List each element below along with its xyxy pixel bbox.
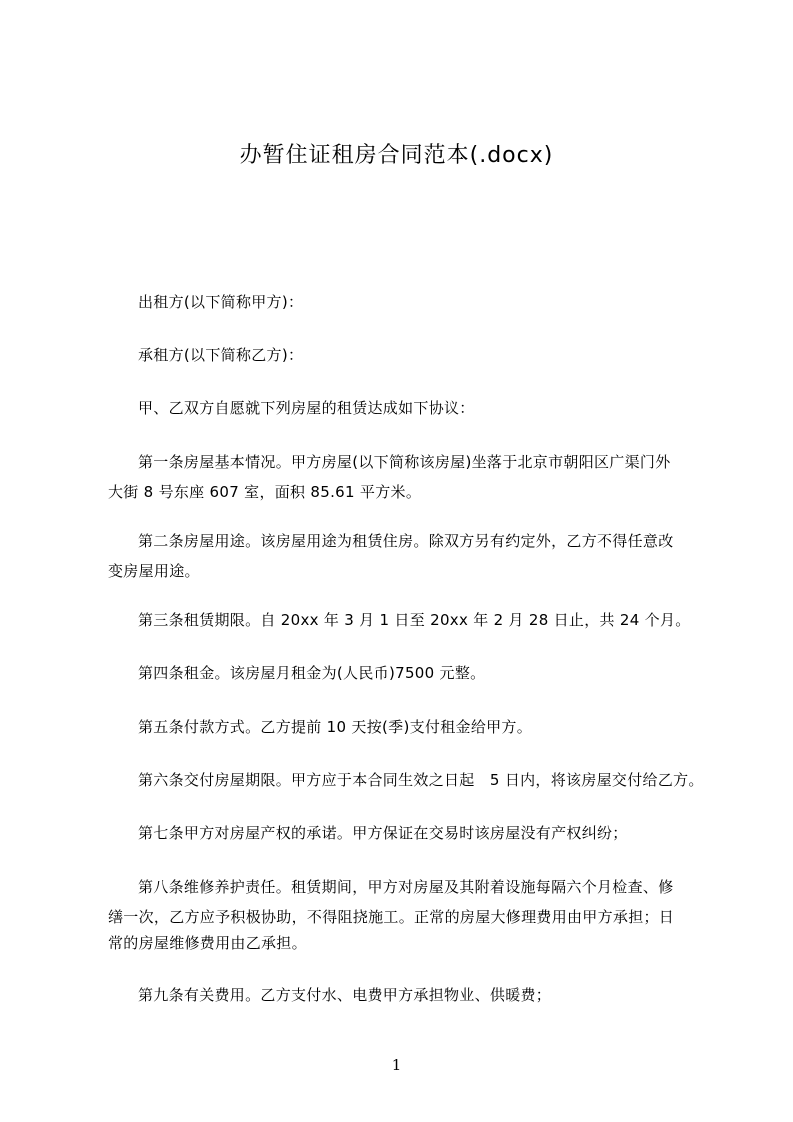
clause-1-line-1: 第一条房屋基本情况。甲方房屋(以下简称该房屋)坐落于北京市朝阳区广渠门外 xyxy=(138,453,671,471)
lessor-line: 出租方(以下简称甲方)： xyxy=(138,293,304,311)
clause-8-line-2: 缮一次，乙方应予积极协助，不得阻挠施工。正常的房屋大修理费用由甲方承担；日 xyxy=(108,908,675,926)
clause-2-line-1: 第二条房屋用途。该房屋用途为租赁住房。除双方另有约定外，乙方不得任意改 xyxy=(138,532,674,550)
clause-1-line-2: 大街 8 号东座 607 室，面积 85.61 平方米。 xyxy=(108,483,422,501)
clause-7: 第七条甲方对房屋产权的承诺。甲方保证在交易时该房屋没有产权纠纷； xyxy=(138,824,628,842)
clause-6: 第六条交付房屋期限。甲方应于本合同生效之日起 5 日内，将该房屋交付给乙方。 xyxy=(138,771,704,789)
clause-3: 第三条租赁期限。自 20xx 年 3 月 1 日至 20xx 年 2 月 28 日止，共 24 个月。 xyxy=(138,611,691,629)
document-title: 办暂住证租房合同范本(.docx) xyxy=(239,143,554,168)
clause-4: 第四条租金。该房屋月租金为(人民币)7500 元整。 xyxy=(138,664,486,682)
preamble-line: 甲、乙双方自愿就下列房屋的租赁达成如下协议： xyxy=(138,399,475,417)
clause-5: 第五条付款方式。乙方提前 10 天按(季)支付租金给甲方。 xyxy=(138,718,533,736)
clause-9: 第九条有关费用。乙方支付水、电费甲方承担物业、供暖费； xyxy=(138,986,552,1004)
page-number: 1 xyxy=(391,1056,402,1074)
clause-8-line-1: 第八条维修养护责任。租赁期间，甲方对房屋及其附着设施每隔六个月检查、修 xyxy=(138,878,674,896)
lessee-line: 承租方(以下简称乙方)： xyxy=(138,346,304,364)
clause-2-line-2: 变房屋用途。 xyxy=(108,562,200,580)
clause-8-line-3: 常的房屋维修费用由乙承担。 xyxy=(108,934,307,952)
